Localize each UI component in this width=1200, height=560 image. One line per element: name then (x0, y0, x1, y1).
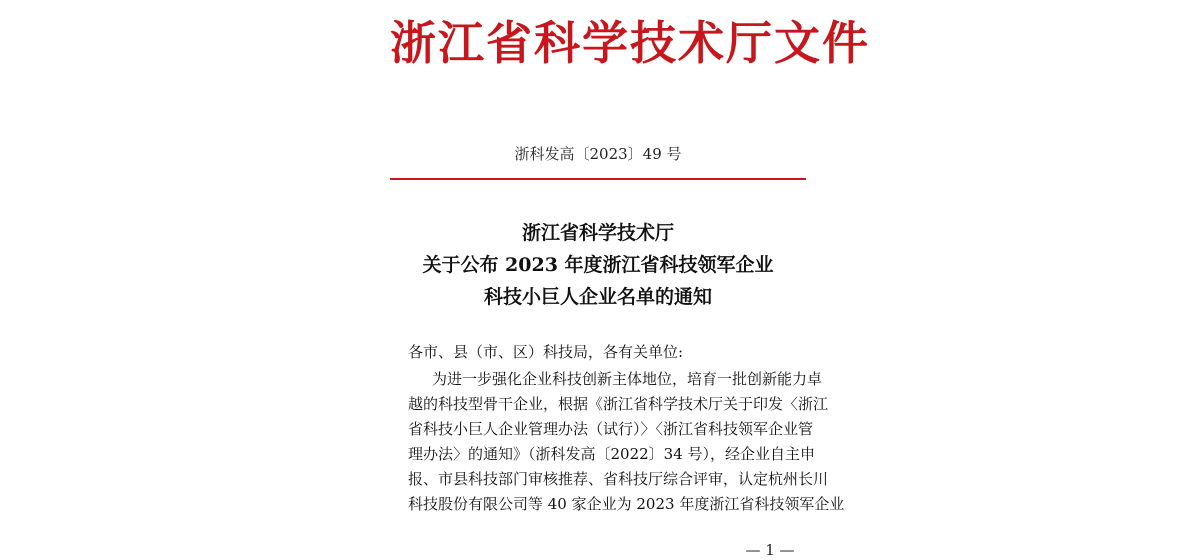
body-line: 省科技小巨人企业管理办法（试行）〉〈浙江省科技领军企业管 (408, 420, 814, 438)
title-line: 科技小巨人企业名单的通知 (483, 286, 712, 308)
red-divider-line (390, 178, 806, 180)
title-line: 关于公布 2023 年度浙江省科技领军企业 (422, 254, 774, 276)
title-line: 浙江省科学技术厅 (521, 222, 674, 244)
salutation: 各市、县（市、区）科技局，各有关单位: (408, 343, 684, 361)
notice-title (390, 217, 806, 313)
body-paragraph (408, 367, 845, 517)
body-line: 报、市县科技部门审核推荐、省科技厅综合评审，认定杭州长川 (408, 470, 829, 488)
page-number: — 1 — (745, 541, 795, 559)
document-number: 浙科发高〔2023〕49 号 (514, 145, 682, 163)
body-line: 为进一步强化企业科技创新主体地位，培育一批创新能力卓 (432, 370, 823, 388)
body-line: 理办法〉的通知》（浙科发高〔2022〕34 号），经企业自主申 (408, 445, 816, 463)
body-line: 科技股份有限公司等 40 家企业为 2023 年度浙江省科技领军企业 (408, 495, 845, 513)
document-masthead: 浙江省科学技术厅文件 (390, 16, 870, 70)
body-line: 越的科技型骨干企业，根据《浙江省科学技术厅关于印发〈浙江 (408, 395, 829, 413)
